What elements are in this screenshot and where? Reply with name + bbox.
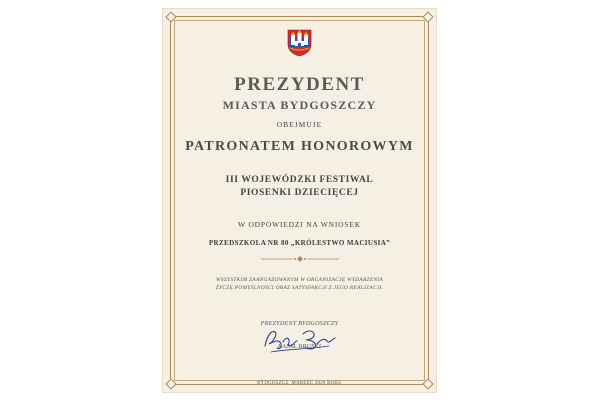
event-name-line-2: PIOSENKI DZIECIĘCEJ (240, 188, 359, 198)
title-city: MIASTA BYDGOSZCZY (222, 98, 377, 112)
applicant-name: PRZEDSZKOLA NR 80 „KRÓLESTWO MACIUSIA” (208, 239, 391, 247)
coat-of-arms-icon (287, 29, 312, 57)
signatory-name: RAFAŁ BRUSKI (277, 343, 322, 350)
wishes-line-2: ŻYCZĘ POMYŚLNOŚCI ORAZ SATYSFAKCJI Z JEGO REALIZACJI. (215, 285, 384, 291)
handwritten-signature (259, 322, 347, 358)
place-and-date: BYDGOSZCZ, MARZEC 2026 ROKU (257, 381, 342, 386)
certificate-sheet (163, 9, 436, 392)
event-name-line-1: III WOJEWÓDZKI FESTIWAL (225, 175, 374, 185)
ornamental-divider (259, 255, 341, 263)
title-president: PREZYDENT (234, 74, 365, 95)
heading-honorary-patronage: PATRONATEM HONOROWYM (185, 139, 414, 154)
text-in-response: W ODPOWIEDZI NA WNIOSEK (238, 220, 361, 229)
text-obejmuje: OBEJMUJE (276, 120, 323, 129)
wishes-line-1: WSZYSTKIM ZAANGAŻOWANYM W ORGANIZACJĘ WYDARZENIA (215, 277, 384, 283)
signatory-title: PREZYDENT BYDGOSZCZY (260, 320, 339, 327)
